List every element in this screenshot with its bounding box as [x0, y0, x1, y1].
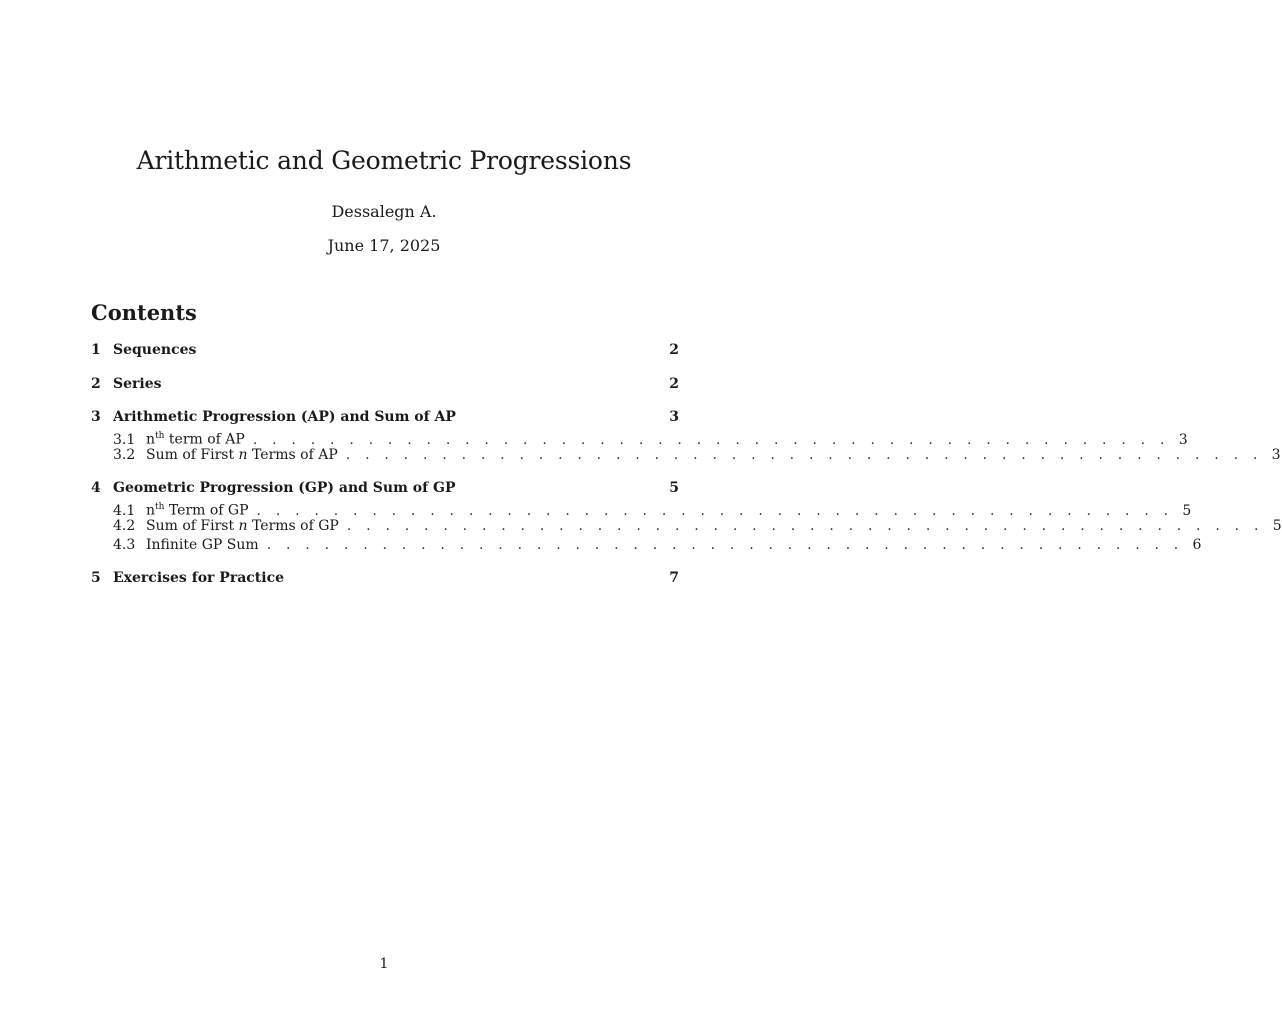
toc-page-number: 3 [669, 409, 679, 425]
toc-section-3[interactable] [91, 407, 679, 427]
toc-section-number: 4 [91, 480, 101, 496]
toc-subsection-title: Sum of First n Terms of AP [146, 447, 338, 463]
toc-page-number: 5 [1272, 518, 1282, 534]
toc-subsection-number: 3.2 [113, 447, 136, 463]
toc-subsection-title: $n^{th}$ term of AP [146, 431, 245, 448]
toc-subsection-title: Infinite GP Sum [146, 537, 259, 553]
toc-subsection-number: 4.2 [113, 518, 136, 534]
document-author: Dessalegn A. [331, 202, 437, 221]
toc-section-number: 3 [91, 409, 101, 425]
toc-section-title: Arithmetic Progression (AP) and Sum of AP [113, 409, 456, 425]
toc-subsection-4-3[interactable] [113, 535, 1202, 555]
toc-section-2[interactable] [91, 374, 679, 394]
toc-leader-dots: . . . . . . . . . . . . . . . . . . . . . . . . . . . . . . . . . . . . . . . . . . . . . . . . [266, 537, 1184, 553]
toc-page-number: 5 [1182, 502, 1192, 519]
toc-subsection-title: Sum of First n Terms of GP [146, 518, 339, 534]
toc-leader-dots: . . . . . . . . . . . . . . . . . . . . . . . . . . . . . . . . . . . . . . . . . . . . . . . . [256, 502, 1174, 519]
toc-section-title: Geometric Progression (GP) and Sum of GP [113, 480, 456, 496]
toc-section-1[interactable] [91, 340, 679, 360]
document-title: Arithmetic and Geometric Progressions [136, 146, 632, 175]
toc-leader-dots: . . . . . . . . . . . . . . . . . . . . . . . . . . . . . . . . . . . . . . . . . . . . . . . . [345, 447, 1263, 463]
toc-page-number: 2 [669, 376, 679, 392]
contents-heading: Contents [91, 300, 197, 325]
toc-page-number: 3 [1271, 447, 1281, 463]
toc-leader-dots: . . . . . . . . . . . . . . . . . . . . . . . . . . . . . . . . . . . . . . . . . . . . . . . . [252, 431, 1170, 448]
toc-subsection-number: 4.1 [113, 502, 136, 519]
toc-subsection-4-1[interactable] [113, 497, 1192, 519]
toc-section-4[interactable] [91, 478, 679, 498]
toc-page-number: 5 [669, 480, 679, 496]
document-date: June 17, 2025 [327, 236, 441, 255]
toc-section-number: 1 [91, 342, 101, 358]
toc-section-title: Series [113, 376, 162, 392]
toc-subsection-title: $n^{th}$ Term of GP [146, 502, 249, 519]
toc-section-5[interactable] [91, 568, 679, 588]
toc-subsection-3-1[interactable] [113, 426, 1188, 448]
toc-section-title: Exercises for Practice [113, 570, 285, 586]
toc-subsection-4-2[interactable] [113, 516, 1282, 536]
toc-subsection-number: 4.3 [113, 537, 136, 553]
toc-subsection-3-2[interactable] [113, 445, 1281, 465]
toc-section-number: 5 [91, 570, 101, 586]
page-footer-number: 1 [379, 956, 389, 972]
toc-section-title: Sequences [113, 342, 197, 358]
toc-page-number: 2 [669, 342, 679, 358]
toc-page-number: 3 [1178, 431, 1188, 448]
toc-subsection-number: 3.1 [113, 431, 136, 448]
toc-leader-dots: . . . . . . . . . . . . . . . . . . . . . . . . . . . . . . . . . . . . . . . . . . . . . . . . [346, 518, 1264, 534]
toc-section-number: 2 [91, 376, 101, 392]
toc-page-number: 7 [669, 570, 679, 586]
toc-page-number: 6 [1192, 537, 1202, 553]
